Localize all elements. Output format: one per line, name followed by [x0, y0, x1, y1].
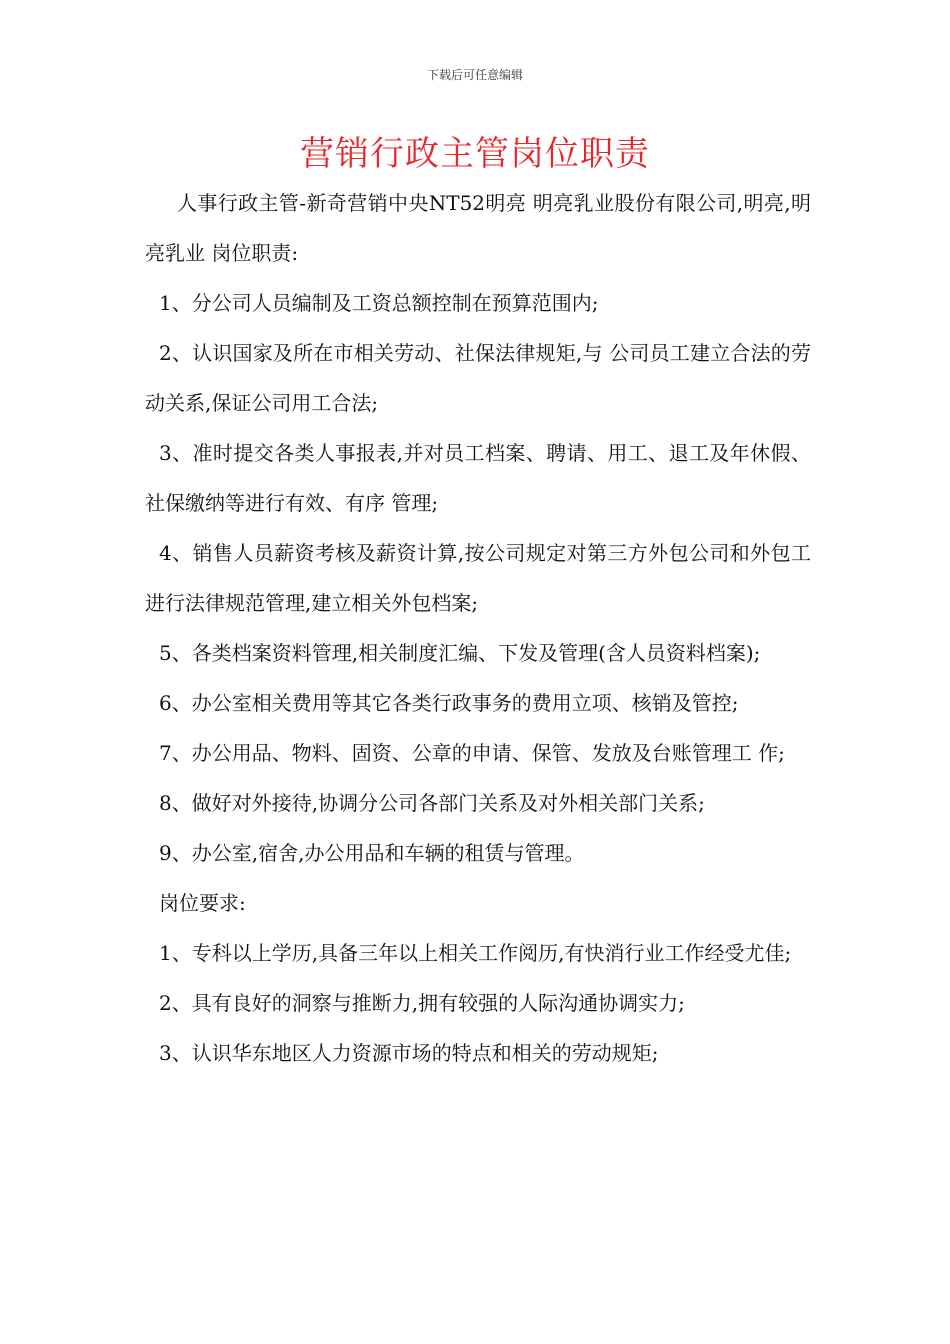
duty-item: 3、准时提交各类人事报表,并对员工档案、聘请、用工、退工及年休假、社保缴纳等进行有效、有序 管理; — [145, 441, 811, 515]
duty-item: 5、各类档案资料管理,相关制度汇编、下发及管理(含人员资料档案); — [159, 641, 761, 665]
duty-item: 4、销售人员薪资考核及薪资计算,按公司规定对第三方外包公司和外包工进行法律规范管理,建立相关外包档案; — [145, 541, 811, 615]
requirements-heading: 岗位要求: — [159, 891, 246, 915]
duty-item: 2、认识国家及所在市相关劳动、社保法律规矩,与 公司员工建立合法的劳动关系,保证公司用工合法; — [145, 341, 811, 415]
requirement-item: 2、具有良好的洞察与推断力,拥有较强的人际沟通协调实力; — [159, 991, 685, 1015]
document-title: 营销行政主管岗位职责 — [300, 134, 650, 174]
duty-item: 7、办公用品、物料、固资、公章的申请、保管、发放及台账管理工 作; — [159, 741, 785, 765]
header-note: 下载后可任意编辑 — [426, 68, 523, 82]
duty-item: 1、分公司人员编制及工资总额控制在预算范围内; — [159, 291, 599, 315]
requirement-item: 3、认识华东地区人力资源市场的特点和相关的劳动规矩; — [159, 1041, 659, 1065]
intro-paragraph: 人事行政主管-新奇营销中央NT52明亮 明亮乳业股份有限公司,明亮,明亮乳业 岗位职责: — [145, 191, 811, 265]
document-body — [145, 178, 811, 1078]
duty-item: 6、办公室相关费用等其它各类行政事务的费用立项、核销及管控; — [159, 691, 739, 715]
requirement-item: 1、专科以上学历,具备三年以上相关工作阅历,有快消行业工作经受尤佳; — [159, 941, 792, 965]
duty-item: 8、做好对外接待,协调分公司各部门关系及对外相关部门关系; — [159, 791, 705, 815]
duty-item: 9、办公室,宿舍,办公用品和车辆的租赁与管理。 — [159, 841, 585, 865]
